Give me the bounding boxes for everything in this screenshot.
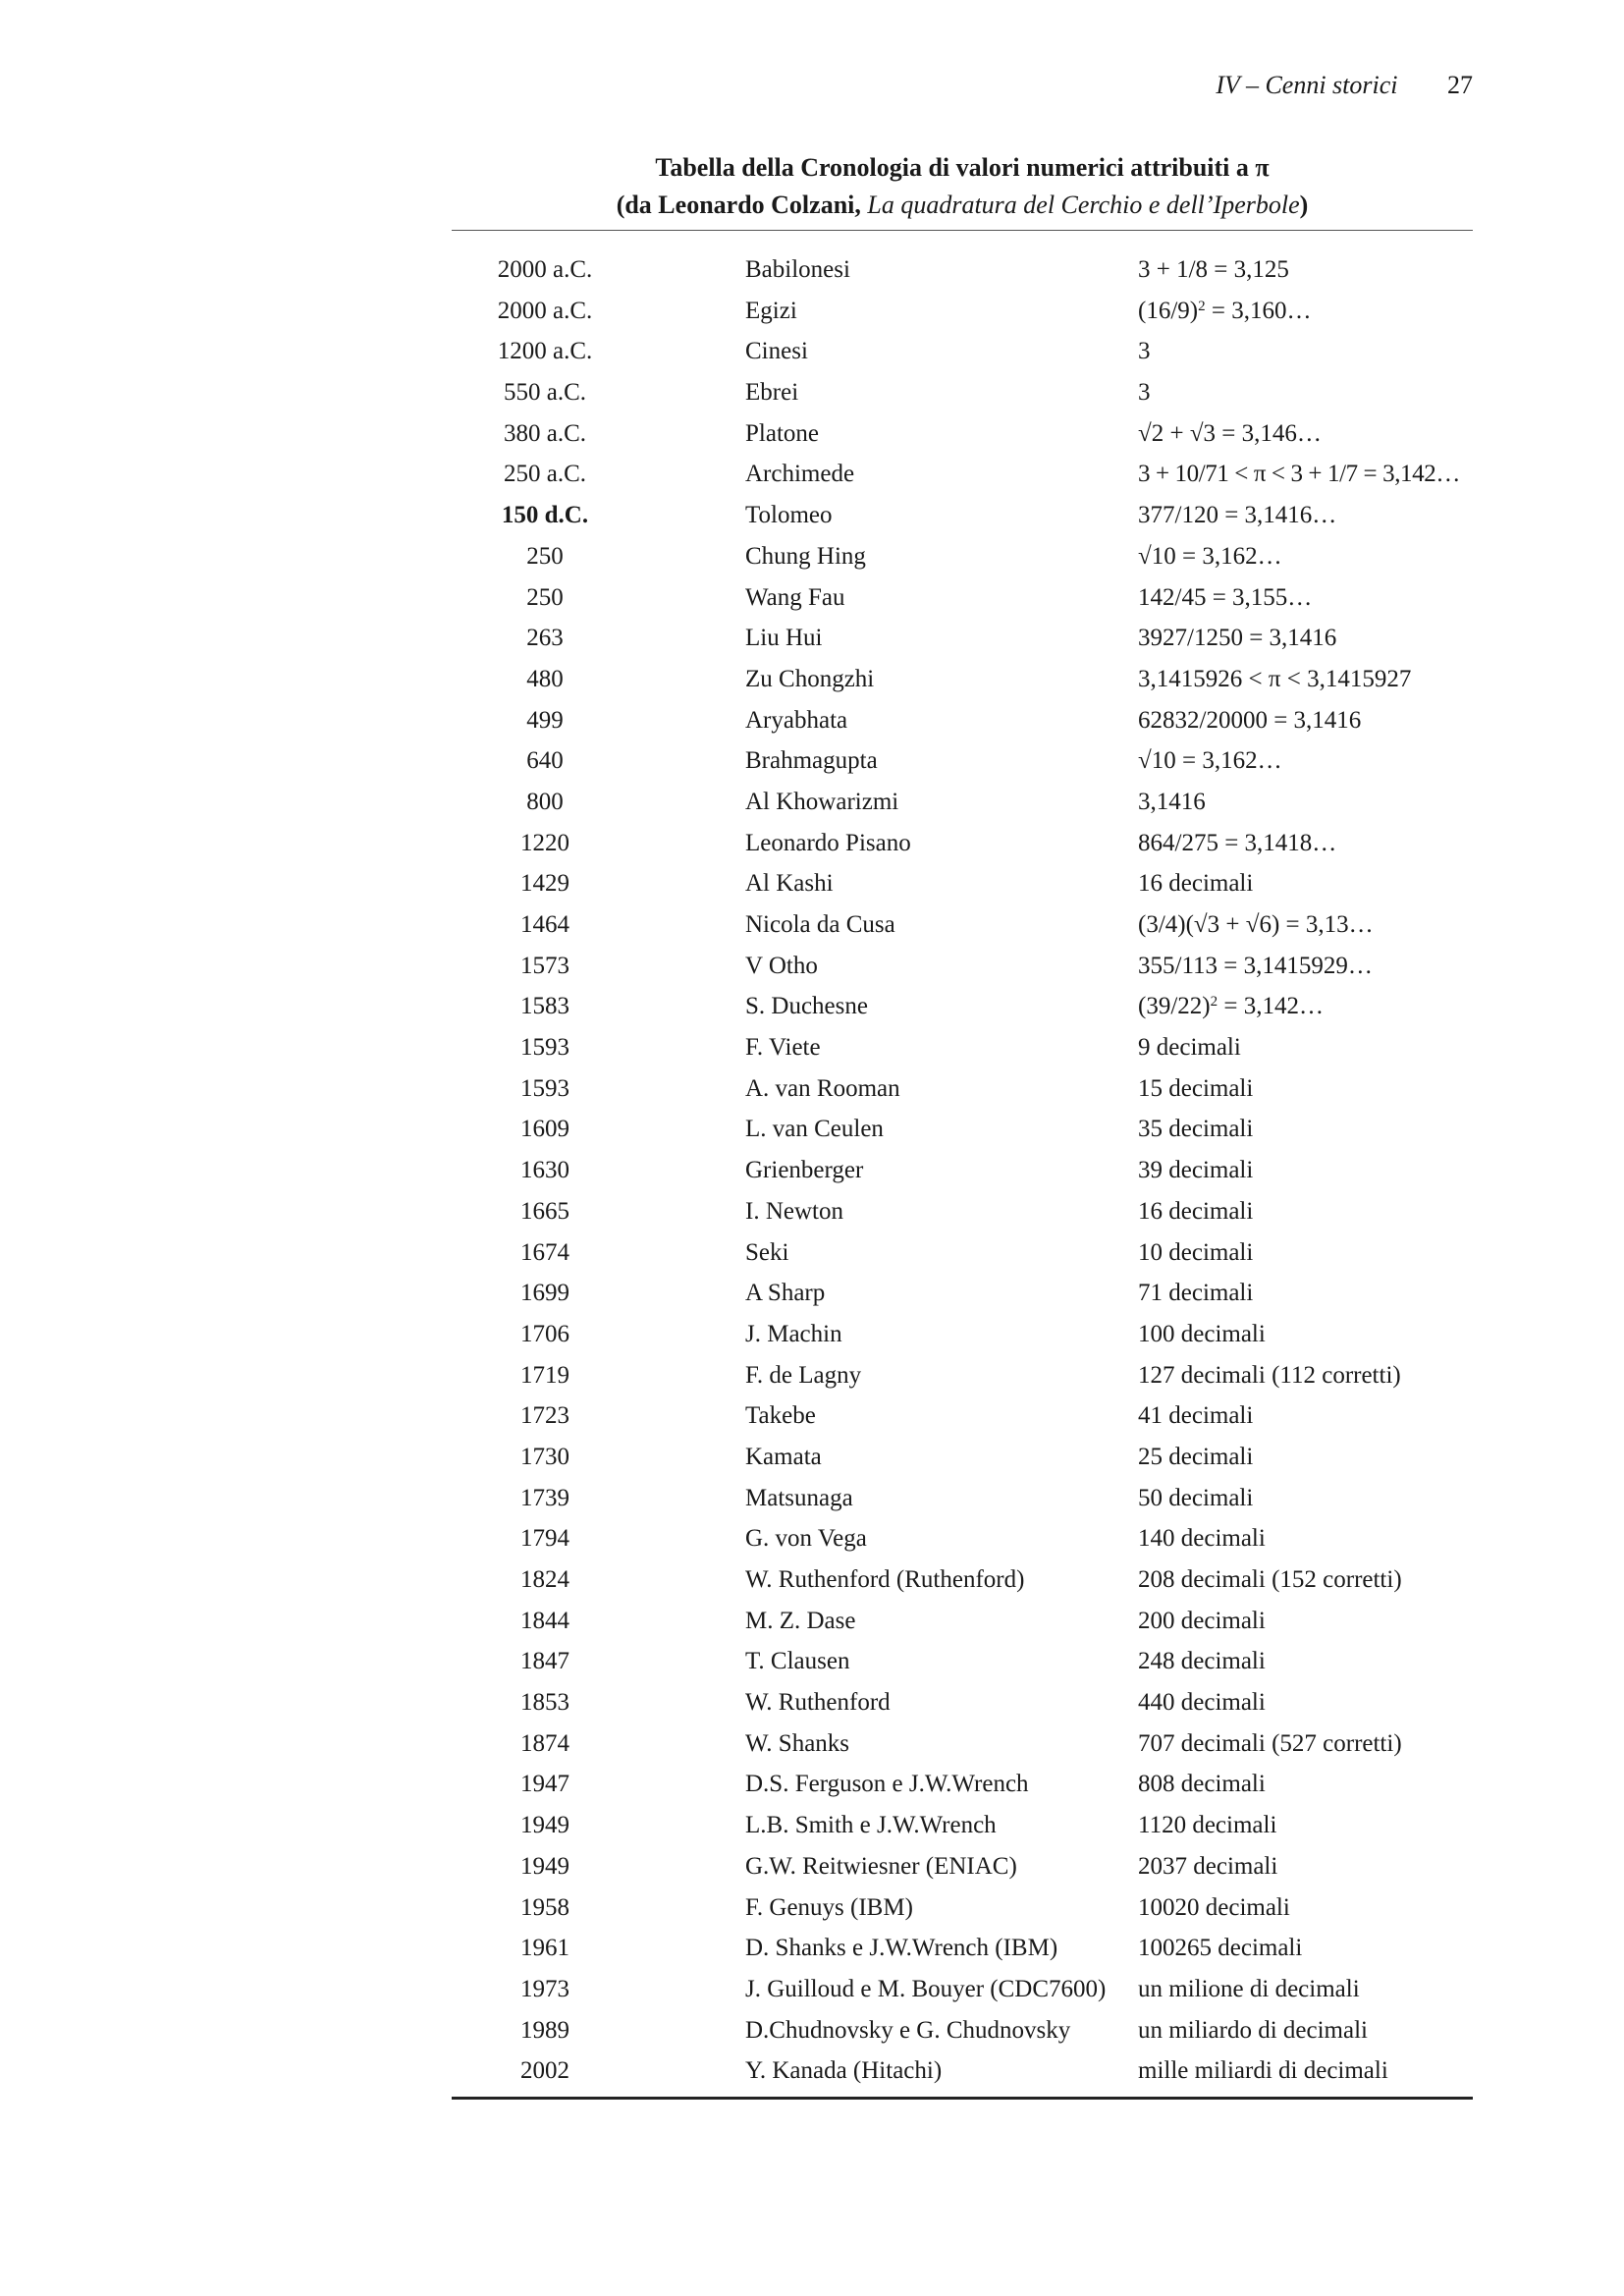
row-name: F. Genuys (IBM) xyxy=(745,1893,913,1921)
row-value-exponent: 2 xyxy=(1210,994,1218,1011)
table-bottom-rule xyxy=(452,2097,1473,2100)
table-row xyxy=(0,702,1624,743)
row-date: 1961 xyxy=(520,1935,569,1962)
table-row xyxy=(0,1029,1624,1070)
row-name: Egizi xyxy=(745,297,797,324)
row-date: 2000 a.C. xyxy=(497,256,593,283)
row-date: 1573 xyxy=(520,952,569,979)
row-date: 150 d.C. xyxy=(501,502,589,529)
row-value: 2037 decimali xyxy=(1138,1852,1278,1880)
row-value: 10020 decimali xyxy=(1138,1893,1290,1921)
row-date: 380 a.C. xyxy=(503,419,587,447)
row-name: Chung Hing xyxy=(745,542,866,570)
table-row xyxy=(0,1397,1624,1439)
table-row xyxy=(0,497,1624,538)
table-row xyxy=(0,579,1624,621)
row-value: √10 = 3,162… xyxy=(1138,542,1282,570)
row-value: 3 xyxy=(1138,338,1151,365)
row-value: 355/113 = 3,1415929… xyxy=(1138,952,1373,979)
row-date: 1674 xyxy=(520,1238,569,1266)
table-row xyxy=(0,1480,1624,1521)
row-value: 25 decimali xyxy=(1138,1443,1254,1470)
table-row xyxy=(0,333,1624,374)
row-date: 1874 xyxy=(520,1729,569,1757)
row-name: V Otho xyxy=(745,952,818,979)
table-row xyxy=(0,1807,1624,1848)
row-value: 16 decimali xyxy=(1138,870,1254,898)
table-row xyxy=(0,825,1624,866)
row-date: 250 xyxy=(526,583,564,611)
table-row xyxy=(0,784,1624,825)
row-value: 200 decimali xyxy=(1138,1607,1266,1634)
page-number: 27 xyxy=(1447,71,1473,99)
row-date: 1593 xyxy=(520,1074,569,1102)
row-name: F. Viete xyxy=(745,1034,821,1062)
row-date: 250 a.C. xyxy=(503,461,587,488)
table-row xyxy=(0,415,1624,457)
row-name: Babilonesi xyxy=(745,256,850,283)
row-name: W. Ruthenford (Ruthenford) xyxy=(745,1566,1025,1593)
row-name: D. Shanks e J.W.Wrench (IBM) xyxy=(745,1935,1058,1962)
row-value: 9 decimali xyxy=(1138,1034,1241,1062)
row-date: 550 a.C. xyxy=(503,379,587,407)
row-date: 1847 xyxy=(520,1648,569,1675)
row-date: 2000 a.C. xyxy=(497,297,593,324)
chronology-table xyxy=(0,251,1624,2094)
row-date: 1844 xyxy=(520,1607,569,1634)
row-name: Cinesi xyxy=(745,338,808,365)
row-name: T. Clausen xyxy=(745,1648,850,1675)
row-value-rest: = 3,160… xyxy=(1205,297,1312,324)
row-name: Ebrei xyxy=(745,379,799,407)
row-value: 440 decimali xyxy=(1138,1689,1266,1717)
row-value: 39 decimali xyxy=(1138,1157,1254,1184)
row-date: 480 xyxy=(526,665,564,692)
row-name: Grienberger xyxy=(745,1157,864,1184)
table-row xyxy=(0,374,1624,415)
row-date: 1699 xyxy=(520,1280,569,1307)
row-date: 1609 xyxy=(520,1116,569,1143)
row-value: mille miliardi di decimali xyxy=(1138,2057,1388,2085)
row-name: Liu Hui xyxy=(745,625,823,652)
table-row xyxy=(0,1603,1624,1644)
table-row xyxy=(0,1520,1624,1561)
row-name: Brahmagupta xyxy=(745,747,878,775)
row-name: Archimede xyxy=(745,461,855,488)
row-name: G.W. Reitwiesner (ENIAC) xyxy=(745,1852,1017,1880)
row-value: (3/4)(√3 + √6) = 3,13… xyxy=(1138,911,1374,938)
row-name: W. Shanks xyxy=(745,1729,850,1757)
row-date: 1630 xyxy=(520,1157,569,1184)
row-name: Wang Fau xyxy=(745,583,845,611)
row-date: 1429 xyxy=(520,870,569,898)
section-title: IV – Cenni storici xyxy=(1216,71,1398,99)
row-name: Takebe xyxy=(745,1402,816,1430)
caption-source xyxy=(452,187,1473,224)
row-name: D.Chudnovsky e G. Chudnovsky xyxy=(745,2016,1071,2044)
row-value: 3 + 1/8 = 3,125 xyxy=(1138,256,1289,283)
row-name: W. Ruthenford xyxy=(745,1689,891,1717)
table-row xyxy=(0,1070,1624,1112)
table-row xyxy=(0,948,1624,989)
row-value: 3927/1250 = 3,1416 xyxy=(1138,625,1337,652)
row-date: 499 xyxy=(526,706,564,734)
table-row xyxy=(0,742,1624,784)
row-date: 1947 xyxy=(520,1771,569,1798)
table-row xyxy=(0,1193,1624,1234)
row-value: 377/120 = 3,1416… xyxy=(1138,502,1337,529)
row-value-rest: = 3,142… xyxy=(1218,993,1324,1020)
table-row xyxy=(0,906,1624,948)
table-row xyxy=(0,1111,1624,1152)
caption-title: Tabella della Cronologia di valori numerici attribuiti a π xyxy=(655,153,1270,182)
table-row xyxy=(0,1357,1624,1398)
row-value: 3,1416 xyxy=(1138,788,1206,815)
row-name: Aryabhata xyxy=(745,706,848,734)
row-name: D.S. Ferguson e J.W.Wrench xyxy=(745,1771,1029,1798)
row-value: 41 decimali xyxy=(1138,1402,1254,1430)
row-date: 1853 xyxy=(520,1689,569,1717)
table-row xyxy=(0,661,1624,702)
row-date: 1794 xyxy=(520,1525,569,1553)
row-name: Al Kashi xyxy=(745,870,834,898)
row-name: Nicola da Cusa xyxy=(745,911,895,938)
row-value: 3 xyxy=(1138,379,1151,407)
row-name: Y. Kanada (Hitachi) xyxy=(745,2057,943,2085)
running-header xyxy=(0,71,1473,100)
row-date: 1719 xyxy=(520,1361,569,1389)
row-name: S. Duchesne xyxy=(745,993,868,1020)
row-date: 640 xyxy=(526,747,564,775)
row-date: 1958 xyxy=(520,1893,569,1921)
row-value: 707 decimali (527 corretti) xyxy=(1138,1729,1402,1757)
row-name: L.B. Smith e J.W.Wrench xyxy=(745,1812,997,1839)
table-row xyxy=(0,2052,1624,2094)
row-value-base: (39/22) xyxy=(1138,993,1211,1020)
row-date: 1583 xyxy=(520,993,569,1020)
table-row xyxy=(0,1889,1624,1931)
row-date: 1949 xyxy=(520,1812,569,1839)
table-row xyxy=(0,1152,1624,1193)
row-value: 35 decimali xyxy=(1138,1116,1254,1143)
row-date: 263 xyxy=(526,625,564,652)
row-date: 1665 xyxy=(520,1197,569,1225)
table-row xyxy=(0,456,1624,497)
row-name: J. Guilloud e M. Bouyer (CDC7600) xyxy=(745,1975,1107,2002)
row-date: 1989 xyxy=(520,2016,569,2044)
row-value: un miliardo di decimali xyxy=(1138,2016,1368,2044)
table-row xyxy=(0,293,1624,334)
row-name: I. Newton xyxy=(745,1197,843,1225)
row-date: 1706 xyxy=(520,1320,569,1347)
row-name: Al Khowarizmi xyxy=(745,788,899,815)
caption-source-book: La quadratura del Cerchio e dell’Iperbole xyxy=(867,191,1300,219)
table-row xyxy=(0,538,1624,579)
row-name: J. Machin xyxy=(745,1320,842,1347)
row-value: 140 decimali xyxy=(1138,1525,1266,1553)
caption-source-close: ) xyxy=(1299,191,1309,219)
row-name: A Sharp xyxy=(745,1280,826,1307)
row-name: F. de Lagny xyxy=(745,1361,862,1389)
row-name: Platone xyxy=(745,419,819,447)
row-value: √2 + √3 = 3,146… xyxy=(1138,419,1322,447)
row-value: 127 decimali (112 corretti) xyxy=(1138,1361,1401,1389)
table-row xyxy=(0,1275,1624,1316)
row-value: 248 decimali xyxy=(1138,1648,1266,1675)
table-row xyxy=(0,988,1624,1029)
table-row xyxy=(0,865,1624,906)
table-row xyxy=(0,1725,1624,1767)
row-value: 62832/20000 = 3,1416 xyxy=(1138,706,1362,734)
row-date: 1464 xyxy=(520,911,569,938)
row-value: 10 decimali xyxy=(1138,1238,1254,1266)
row-name: Matsunaga xyxy=(745,1484,853,1511)
table-row xyxy=(0,1643,1624,1684)
table-row xyxy=(0,1234,1624,1276)
row-value: un milione di decimali xyxy=(1138,1975,1360,2002)
table-row xyxy=(0,620,1624,661)
table-row xyxy=(0,1766,1624,1807)
row-value xyxy=(1138,988,1324,1025)
table-row xyxy=(0,1971,1624,2012)
row-value: 50 decimali xyxy=(1138,1484,1254,1511)
table-row xyxy=(0,2012,1624,2053)
row-date: 1200 a.C. xyxy=(497,338,593,365)
row-value: 100265 decimali xyxy=(1138,1935,1303,1962)
caption-source-open: (da Leonardo Colzani, xyxy=(616,191,868,219)
row-name: Tolomeo xyxy=(745,502,833,529)
table-caption xyxy=(452,149,1473,224)
row-value: 864/275 = 3,1418… xyxy=(1138,829,1337,856)
table-row xyxy=(0,1848,1624,1889)
row-value-base: (16/9) xyxy=(1138,297,1199,324)
row-name: M. Z. Dase xyxy=(745,1607,856,1634)
row-value: 3,1415926 < π < 3,1415927 xyxy=(1138,665,1412,692)
row-value: 1120 decimali xyxy=(1138,1812,1277,1839)
row-date: 1730 xyxy=(520,1443,569,1470)
row-date: 1949 xyxy=(520,1852,569,1880)
row-value: √10 = 3,162… xyxy=(1138,747,1282,775)
row-value: 16 decimali xyxy=(1138,1197,1254,1225)
row-date: 1824 xyxy=(520,1566,569,1593)
row-date: 1973 xyxy=(520,1975,569,2002)
table-row xyxy=(0,1439,1624,1480)
row-name: Zu Chongzhi xyxy=(745,665,875,692)
row-value: 808 decimali xyxy=(1138,1771,1266,1798)
table-row xyxy=(0,1930,1624,1971)
table-row xyxy=(0,1561,1624,1603)
table-row xyxy=(0,251,1624,293)
row-value: 208 decimali (152 corretti) xyxy=(1138,1566,1402,1593)
row-value: 100 decimali xyxy=(1138,1320,1266,1347)
row-name: Leonardo Pisano xyxy=(745,829,911,856)
row-date: 800 xyxy=(526,788,564,815)
row-date: 1593 xyxy=(520,1034,569,1062)
row-value xyxy=(1138,293,1311,330)
row-date: 1220 xyxy=(520,829,569,856)
row-value: 3 + 10/71 < π < 3 + 1/7 = 3,142… xyxy=(1138,461,1460,488)
table-top-rule xyxy=(452,230,1473,231)
row-value: 71 decimali xyxy=(1138,1280,1254,1307)
table-row xyxy=(0,1684,1624,1725)
row-date: 250 xyxy=(526,542,564,570)
row-name: Seki xyxy=(745,1238,789,1266)
row-date: 1739 xyxy=(520,1484,569,1511)
row-name: L. van Ceulen xyxy=(745,1116,884,1143)
row-date: 1723 xyxy=(520,1402,569,1430)
row-name: Kamata xyxy=(745,1443,822,1470)
row-value: 15 decimali xyxy=(1138,1074,1254,1102)
row-value-exponent: 2 xyxy=(1198,298,1206,314)
row-date: 2002 xyxy=(520,2057,569,2085)
row-value: 142/45 = 3,155… xyxy=(1138,583,1313,611)
row-name: A. van Rooman xyxy=(745,1074,900,1102)
row-name: G. von Vega xyxy=(745,1525,867,1553)
table-row xyxy=(0,1316,1624,1357)
